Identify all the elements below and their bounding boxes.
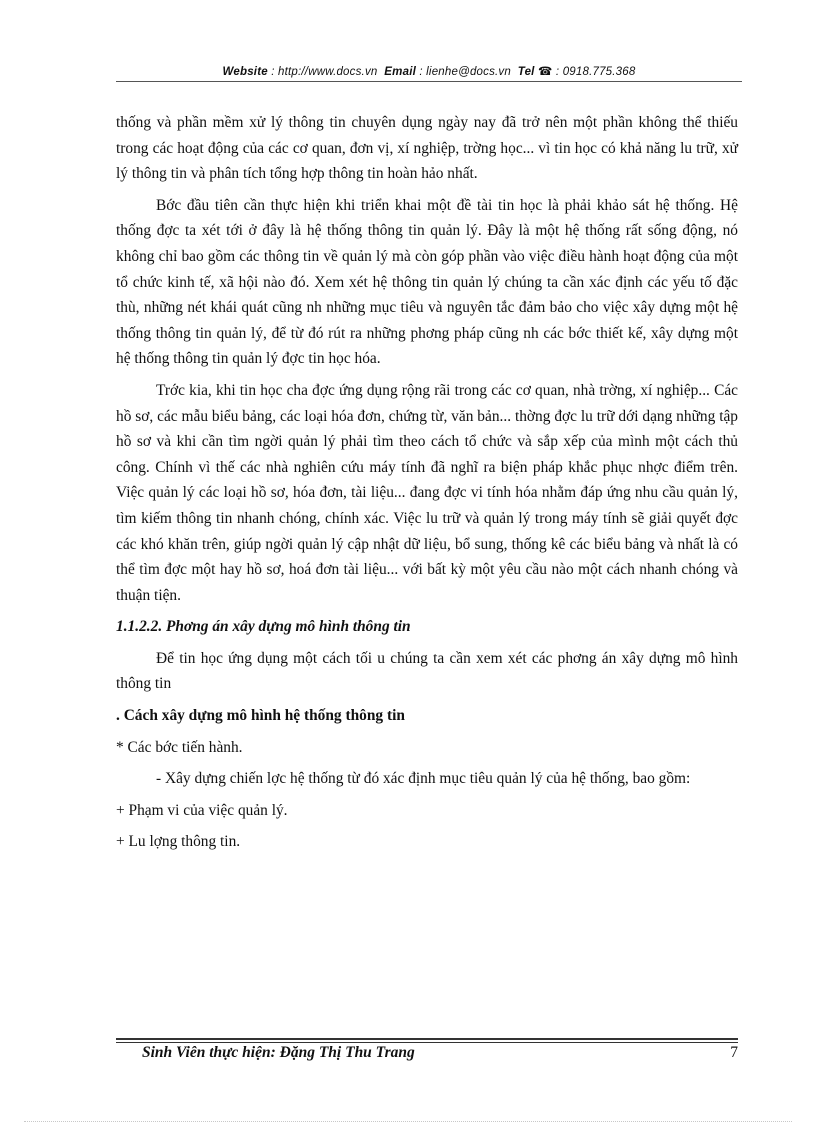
footer-divider-thin	[116, 1042, 738, 1043]
footer-author: Sinh Viên thực hiện: Đặng Thị Thu Trang	[142, 1044, 415, 1061]
section-heading: 1.1.2.2. Phơng án xây dựng mô hình thông tin	[116, 618, 411, 636]
paragraph-4: Để tin học ứng dụng một cách tối u chúng ta cần xem xét các phơng án xây dựng mô hình thông tin	[116, 649, 738, 693]
page-number: 7	[730, 1044, 738, 1061]
phone-icon: ☎	[537, 66, 553, 78]
page-footer	[142, 1044, 738, 1062]
paragraph-3: Trớc kia, khi tin học cha đợc ứng dụng rộng rãi trong các cơ quan, nhà trờng, xí nghiệp... Các hồ sơ, các mẫu biểu bảng, các loại hóa đơn, chứng từ, văn bản... thờng đợc lu trữ dới dạng những tập hồ sơ và khi cần tìm ngời quản lý phải tìm theo cách tổ chức và sắp xếp của mình một cách thủ công. Chính vì thế các nhà nghiên cứu máy tính đã nghĩ ra biện pháp khắc phục nhợc điểm trên. Việc quản lý các loại hồ sơ, hóa đơn, tài liệu... đang đợc vi tính hóa nhằm đáp ứng nhu cầu quản lý, tìm kiếm thông tin nhanh chóng, chính xác. Việc lu trữ và quản lý trong máy tính sẽ giải quyết đợc các khó khăn trên, giúp ngời quản lý cập nhật dữ liệu, bổ sung, thống kê các biểu bảng và nhất là có thể tìm đợc một hay hồ sơ, hoá đơn tài liệu... với bất kỳ một yêu cầu nào một cách nhanh chóng và thuận tiện.	[116, 381, 738, 604]
page-bottom-border	[24, 1121, 792, 1122]
email-label: Email	[384, 66, 416, 78]
footer-divider-thick	[116, 1038, 738, 1040]
document-body	[116, 110, 738, 861]
paragraph-2: Bớc đầu tiên cần thực hiện khi triển khai một đề tài tin học là phải khảo sát hệ thống. Hệ thống đợc ta xét tới ở đây là hệ thống thông tin quản lý. Đây là một hệ thống rất sống động, nó không chỉ bao gồm các thông tin về quản lý mà còn góp phần vào việc điều hành hoạt động của một tổ chức kinh tế, xã hội nào đó. Xem xét hệ thông tin quản lý chúng ta cần xác định các yếu tố đặc thù, những nét khái quát cũng nh những mục tiêu và nguyên tắc đảm bảo cho việc xây dựng một hệ thống thông tin quản lý, để từ đó rút ra những phơng pháp cũng nh các bớc thiết kế, xây dựng một hệ thống thông tin quản lý đợc tin học hóa.	[116, 196, 738, 368]
list-item-scope: + Phạm vi của việc quản lý.	[116, 801, 288, 819]
page-header	[116, 64, 742, 78]
paragraph-5: - Xây dựng chiến lợc hệ thống từ đó xác định mục tiêu quản lý của hệ thống, bao gồm:	[156, 770, 691, 788]
tel-label: Tel	[517, 66, 535, 78]
step-line: * Các bớc tiến hành.	[116, 738, 243, 756]
website-value: : http://www.docs.vn	[271, 66, 378, 78]
header-divider	[116, 81, 742, 82]
list-item-flow: + Lu lợng thông tin.	[116, 833, 241, 851]
subsection-heading: . Cách xây dựng mô hình hệ thống thông tin	[116, 707, 405, 725]
paragraph-1: thống và phần mềm xử lý thông tin chuyên dụng ngày nay đã trở nên một phần không thể thiếu trong các hoạt động của các cơ quan, đơn vị, xí nghiệp, trờng học... vì tin học có khả năng lu trữ, xử lý thông tin và phân tích tổng hợp thông tin hoàn hảo nhất.	[116, 114, 738, 183]
website-label: Website	[222, 66, 268, 78]
tel-value: : 0918.775.368	[555, 66, 636, 78]
email-value: : lienhe@docs.vn	[419, 66, 511, 78]
